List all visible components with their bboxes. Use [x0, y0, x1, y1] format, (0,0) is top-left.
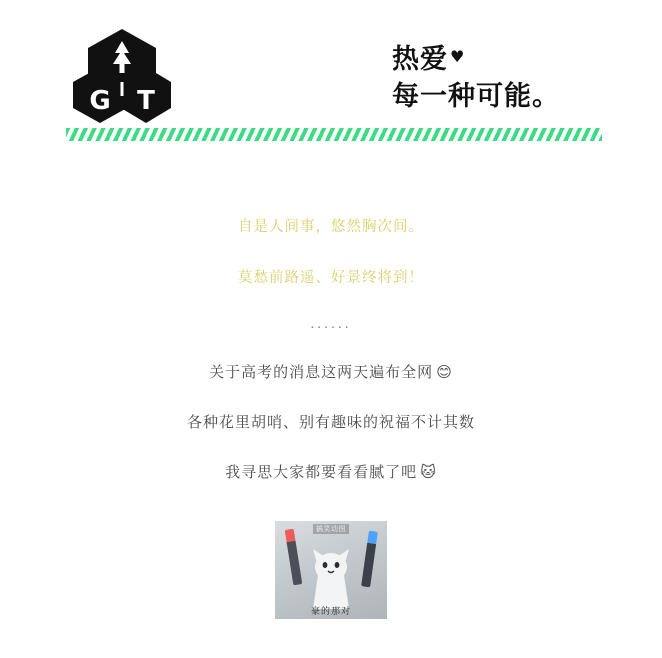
slogan-line-1 [392, 41, 560, 78]
body-line-3 [0, 457, 662, 487]
slogan-text-1: 热爱 [392, 43, 448, 75]
svg-text:T: T [137, 86, 155, 116]
cat-emoji-icon: 🐱 [420, 463, 437, 481]
sticker-wrap [0, 521, 662, 619]
slogan-line-2: 每一种可能。 [392, 81, 560, 112]
gt-tree-logo [70, 27, 174, 123]
body-text-3: 我寻思大家都要看看腻了吧 [225, 463, 418, 481]
body-text-1: 关于高考的消息这两天遍布全网 [209, 363, 434, 381]
svg-text:G: G [89, 86, 111, 116]
poem-line-2: 莫愁前路遥、好景终将到！ [238, 270, 424, 286]
sticker-caption: 豪的那对 [310, 606, 352, 616]
striped-divider [66, 128, 602, 141]
smile-emoji-icon: 😊 [436, 363, 453, 381]
ellipsis-separator: ...... [310, 315, 352, 331]
article-body [0, 141, 662, 619]
body-text-2: 各种花里胡哨、别有趣味的祝福不计其数 [186, 413, 475, 431]
cat-with-pens-sticker [275, 521, 387, 619]
sticker-watermark: 搞笑动图 [313, 524, 349, 534]
pen-right-icon [361, 531, 378, 588]
poem-line-1: 自是人间事，悠然胸次间。 [238, 219, 424, 235]
body-line-1 [0, 357, 662, 387]
heart-icon: ♥ [450, 46, 466, 66]
divider-wrap [0, 120, 662, 141]
pen-left-icon [285, 529, 303, 586]
cat-figure-icon [304, 545, 358, 609]
slogan [392, 35, 602, 116]
body-line-2 [0, 407, 662, 437]
header [0, 0, 662, 120]
